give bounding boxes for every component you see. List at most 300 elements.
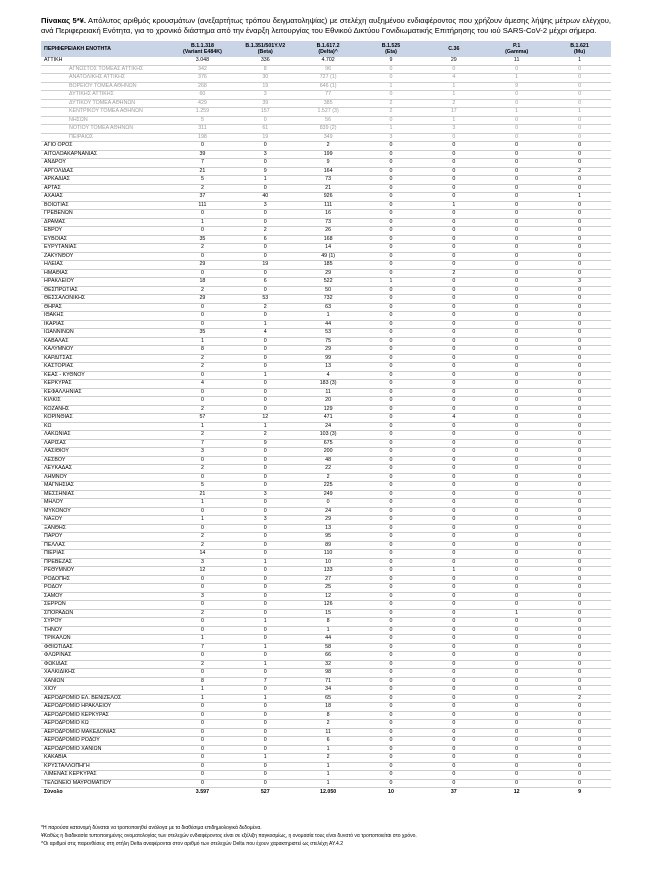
count-cell: 0 bbox=[485, 720, 548, 729]
count-cell: 0 bbox=[548, 431, 611, 440]
count-cell: 0 bbox=[422, 150, 485, 159]
count-cell: 168 bbox=[297, 235, 360, 244]
count-cell: 0 bbox=[485, 337, 548, 346]
count-cell: 89 bbox=[297, 541, 360, 550]
count-cell: 0 bbox=[548, 456, 611, 465]
count-cell: 311 bbox=[171, 125, 234, 134]
region-name-cell: ΡΟΔΟΥ bbox=[41, 584, 171, 593]
table-row bbox=[41, 609, 611, 618]
region-name-cell: ΠΙΕΡΙΑΣ bbox=[41, 550, 171, 559]
table-row bbox=[41, 363, 611, 372]
count-cell: 0 bbox=[422, 643, 485, 652]
table-row bbox=[41, 720, 611, 729]
count-cell: 0 bbox=[485, 99, 548, 108]
region-name-cell: ΘΕΣΠΡΩΤΙΑΣ bbox=[41, 286, 171, 295]
count-cell: 17 bbox=[422, 108, 485, 117]
count-cell: 0 bbox=[548, 252, 611, 261]
count-cell: 0 bbox=[234, 592, 297, 601]
count-cell: 0 bbox=[548, 728, 611, 737]
count-cell: 126 bbox=[297, 601, 360, 610]
table-row bbox=[41, 235, 611, 244]
region-name-cell: ΓΡΕΒΕΝΩΝ bbox=[41, 210, 171, 219]
region-name-cell: ΣΠΟΡΑΔΩΝ bbox=[41, 609, 171, 618]
count-cell: 0 bbox=[171, 779, 234, 788]
count-cell: 0 bbox=[360, 65, 423, 74]
count-cell: 0 bbox=[171, 737, 234, 746]
count-cell: 1 bbox=[171, 499, 234, 508]
count-cell: 926 bbox=[297, 193, 360, 202]
count-cell: 0 bbox=[360, 184, 423, 193]
count-cell: 0 bbox=[234, 584, 297, 593]
count-cell: 429 bbox=[171, 99, 234, 108]
table-row bbox=[41, 91, 611, 100]
count-cell: 1.259 bbox=[171, 108, 234, 117]
table-row bbox=[41, 193, 611, 202]
count-cell: 0 bbox=[234, 482, 297, 491]
table-row bbox=[41, 201, 611, 210]
count-cell: 0 bbox=[485, 210, 548, 219]
count-cell: 0 bbox=[234, 388, 297, 397]
table-caption-text: Απόλυτος αριθμός κρουσμάτων (ανεξαρτήτως τρόπου δειγματοληψίας) με στελέχη αυξημένου ενδιαφέροντος που χρήζουν άμεσης λήψης μέτρων ελέγχου, ανά Περιφερειακή Ενότητα, για το χρονικό διάστημα από την έναρξη λειτουργίας του Εθνικού Δικτύου Γονιδιωματικής Επιτήρησης του ιού SARS-CoV-2 μέχρι σήμερα. bbox=[41, 16, 611, 35]
count-cell: 0 bbox=[234, 286, 297, 295]
count-cell: 0 bbox=[234, 252, 297, 261]
count-cell: 0 bbox=[485, 677, 548, 686]
region-name-cell: ΜΗΛΟΥ bbox=[41, 499, 171, 508]
count-cell: 0 bbox=[548, 337, 611, 346]
count-cell: 0 bbox=[171, 652, 234, 661]
count-cell: 19 bbox=[234, 82, 297, 91]
count-cell: 0 bbox=[360, 405, 423, 414]
count-cell: 0 bbox=[548, 737, 611, 746]
count-cell: 1 bbox=[234, 754, 297, 763]
count-cell: 0 bbox=[360, 346, 423, 355]
footnote-3: ^Οι αριθμοί στις παρενθέσεις στη στήλη Delta αναφέρονται στον αριθμό των στελεχών Delta που έχουν χαρακτηριστεί ως στελέχη AY.4.2 bbox=[41, 841, 343, 847]
region-name-cell: ΔΥΤΙΚΟΥ ΤΟΜΕΑ ΑΘΗΝΩΝ bbox=[41, 99, 171, 108]
table-row bbox=[41, 482, 611, 491]
count-cell: 1 bbox=[297, 771, 360, 780]
count-cell: 198 bbox=[171, 133, 234, 142]
count-cell: 0 bbox=[234, 184, 297, 193]
count-cell: 0 bbox=[485, 167, 548, 176]
count-cell: 0 bbox=[485, 762, 548, 771]
table-row bbox=[41, 771, 611, 780]
count-cell: 0 bbox=[485, 686, 548, 695]
count-cell: 0 bbox=[234, 473, 297, 482]
region-name-cell: ΙΩΑΝΝΙΝΩΝ bbox=[41, 329, 171, 338]
region-name-cell: ΚΕΡΚΥΡΑΣ bbox=[41, 380, 171, 389]
count-cell: 8 bbox=[297, 618, 360, 627]
region-name-cell: ΚΙΛΚΙΣ bbox=[41, 397, 171, 406]
table-row bbox=[41, 125, 611, 134]
count-cell: 0 bbox=[360, 592, 423, 601]
count-cell: 1 bbox=[234, 694, 297, 703]
count-cell: 0 bbox=[485, 227, 548, 236]
count-cell: 0 bbox=[360, 737, 423, 746]
count-cell: 0 bbox=[234, 601, 297, 610]
count-cell: 0 bbox=[360, 669, 423, 678]
count-cell: 0 bbox=[485, 414, 548, 423]
count-cell: 2 bbox=[171, 541, 234, 550]
count-cell: 73 bbox=[297, 218, 360, 227]
table-row bbox=[41, 507, 611, 516]
region-name-cell: ΚΑΣΤΟΡΙΑΣ bbox=[41, 363, 171, 372]
count-cell: 0 bbox=[485, 745, 548, 754]
region-name-cell: ΚΟΖΑΝΗΣ bbox=[41, 405, 171, 414]
table-body bbox=[41, 57, 611, 797]
table-row bbox=[41, 754, 611, 763]
count-cell: 0 bbox=[234, 703, 297, 712]
count-cell: 2 bbox=[422, 269, 485, 278]
table-row bbox=[41, 74, 611, 83]
count-cell: 0 bbox=[548, 439, 611, 448]
count-cell: 111 bbox=[297, 201, 360, 210]
count-cell: 53 bbox=[234, 295, 297, 304]
region-name-cell: ΣΑΜΟΥ bbox=[41, 592, 171, 601]
count-cell: 19 bbox=[234, 133, 297, 142]
count-cell: 6 bbox=[297, 737, 360, 746]
count-cell: 3 bbox=[422, 125, 485, 134]
region-name-cell: ΡΕΘΥΜΝΟΥ bbox=[41, 567, 171, 576]
count-cell: 0 bbox=[171, 771, 234, 780]
count-cell: 2 bbox=[171, 405, 234, 414]
count-cell: 0 bbox=[234, 159, 297, 168]
count-cell: 0 bbox=[234, 745, 297, 754]
count-cell: 0 bbox=[360, 167, 423, 176]
region-name-cell: ΜΑΓΝΗΣΙΑΣ bbox=[41, 482, 171, 491]
count-cell: 12 bbox=[485, 788, 548, 797]
count-cell: 0 bbox=[485, 541, 548, 550]
count-cell: 0 bbox=[548, 558, 611, 567]
count-cell: 14 bbox=[171, 550, 234, 559]
count-cell: 0 bbox=[548, 133, 611, 142]
count-cell: 0 bbox=[485, 159, 548, 168]
count-cell: 0 bbox=[548, 286, 611, 295]
count-cell: 1 bbox=[422, 201, 485, 210]
table-row bbox=[41, 533, 611, 542]
count-cell: 0 bbox=[548, 65, 611, 74]
count-cell: 0 bbox=[234, 465, 297, 474]
count-cell: 29 bbox=[422, 57, 485, 65]
count-cell: 0 bbox=[548, 82, 611, 91]
count-cell: 1 bbox=[234, 643, 297, 652]
count-cell: 2 bbox=[234, 303, 297, 312]
count-cell: 3 bbox=[234, 150, 297, 159]
count-cell: 34 bbox=[297, 686, 360, 695]
count-cell: 12.050 bbox=[297, 788, 360, 797]
table-row bbox=[41, 592, 611, 601]
count-cell: 2 bbox=[297, 754, 360, 763]
count-cell: 0 bbox=[422, 465, 485, 474]
count-cell: 0 bbox=[422, 754, 485, 763]
count-cell: 0 bbox=[485, 142, 548, 151]
region-name-cell: ΦΩΚΙΔΑΣ bbox=[41, 660, 171, 669]
count-cell: 1 bbox=[234, 320, 297, 329]
count-cell: 1 bbox=[234, 371, 297, 380]
count-cell: 1 bbox=[234, 618, 297, 627]
count-cell: 1 bbox=[422, 82, 485, 91]
count-cell: 0 bbox=[234, 771, 297, 780]
count-cell: 0 bbox=[485, 346, 548, 355]
count-cell: 1 bbox=[171, 686, 234, 695]
count-cell: 133 bbox=[297, 567, 360, 576]
count-cell: 0 bbox=[548, 516, 611, 525]
table-row bbox=[41, 82, 611, 91]
count-cell: 0 bbox=[548, 346, 611, 355]
count-cell: 1.527 (3) bbox=[297, 108, 360, 117]
count-cell: 471 bbox=[297, 414, 360, 423]
count-cell: 0 bbox=[485, 550, 548, 559]
count-cell: 0 bbox=[548, 626, 611, 635]
count-cell: 65 bbox=[297, 694, 360, 703]
region-name-cell: ΚΑΛΥΜΝΟΥ bbox=[41, 346, 171, 355]
region-name-cell: ΧΑΝΙΩΝ bbox=[41, 677, 171, 686]
count-cell: 0 bbox=[234, 363, 297, 372]
count-cell: 0 bbox=[485, 201, 548, 210]
table-row bbox=[41, 686, 611, 695]
count-cell: 0 bbox=[234, 686, 297, 695]
count-cell: 1 bbox=[422, 91, 485, 100]
count-cell: 0 bbox=[548, 159, 611, 168]
count-cell: 0 bbox=[171, 388, 234, 397]
region-name-cell: ΚΩ bbox=[41, 422, 171, 431]
count-cell: 0 bbox=[360, 660, 423, 669]
count-cell: 3.048 bbox=[171, 57, 234, 65]
count-cell: 0 bbox=[422, 329, 485, 338]
count-cell: 0 bbox=[234, 269, 297, 278]
count-cell: 0 bbox=[485, 567, 548, 576]
count-cell: 225 bbox=[297, 482, 360, 491]
count-cell: 0 bbox=[422, 516, 485, 525]
count-cell: 2 bbox=[171, 431, 234, 440]
table-row bbox=[41, 448, 611, 457]
count-cell: 0 bbox=[422, 235, 485, 244]
count-cell: 522 bbox=[297, 278, 360, 287]
count-cell: 3.597 bbox=[171, 788, 234, 797]
count-cell: 0 bbox=[422, 320, 485, 329]
table-row bbox=[41, 422, 611, 431]
count-cell: 2 bbox=[171, 354, 234, 363]
count-cell: 342 bbox=[171, 65, 234, 74]
count-cell: 0 bbox=[485, 737, 548, 746]
count-cell: 0 bbox=[360, 201, 423, 210]
count-cell: 0 bbox=[234, 397, 297, 406]
count-cell: 0 bbox=[485, 431, 548, 440]
count-cell: 0 bbox=[485, 439, 548, 448]
table-row bbox=[41, 626, 611, 635]
count-cell: 1 bbox=[548, 57, 611, 65]
count-cell: 2 bbox=[171, 465, 234, 474]
count-cell: 7 bbox=[171, 159, 234, 168]
count-cell: 0 bbox=[548, 643, 611, 652]
count-cell: 0 bbox=[422, 711, 485, 720]
count-cell: 0 bbox=[234, 499, 297, 508]
count-cell: 0 bbox=[360, 762, 423, 771]
table-row bbox=[41, 524, 611, 533]
count-cell: 0 bbox=[485, 694, 548, 703]
count-cell: 0 bbox=[422, 422, 485, 431]
count-cell: 0 bbox=[422, 703, 485, 712]
count-cell: 5 bbox=[171, 116, 234, 125]
count-cell: 0 bbox=[360, 150, 423, 159]
count-cell: 3 bbox=[234, 91, 297, 100]
count-cell: 40 bbox=[234, 193, 297, 202]
count-cell: 0 bbox=[485, 575, 548, 584]
region-name-cell: ΡΟΔΟΠΗΣ bbox=[41, 575, 171, 584]
count-cell: 0 bbox=[360, 465, 423, 474]
count-cell: 0 bbox=[171, 584, 234, 593]
header-variant-eta: B.1.525 (Eta) bbox=[360, 41, 423, 57]
count-cell: 0 bbox=[360, 91, 423, 100]
count-cell: 1 bbox=[360, 82, 423, 91]
count-cell: 0 bbox=[234, 405, 297, 414]
count-cell: 6 bbox=[234, 278, 297, 287]
count-cell: 0 bbox=[422, 575, 485, 584]
count-cell: 0 bbox=[485, 193, 548, 202]
count-cell: 5 bbox=[171, 482, 234, 491]
count-cell: 0 bbox=[485, 465, 548, 474]
table-row bbox=[41, 465, 611, 474]
count-cell: 0 bbox=[360, 490, 423, 499]
count-cell: 0 bbox=[171, 312, 234, 321]
count-cell: 0 bbox=[548, 116, 611, 125]
table-row bbox=[41, 65, 611, 74]
count-cell: 0 bbox=[548, 320, 611, 329]
count-cell: 0 bbox=[485, 65, 548, 74]
count-cell: 0 bbox=[360, 516, 423, 525]
count-cell: 0 bbox=[422, 771, 485, 780]
count-cell: 0 bbox=[548, 567, 611, 576]
table-row bbox=[41, 184, 611, 193]
count-cell: 0 bbox=[234, 541, 297, 550]
table-row bbox=[41, 346, 611, 355]
count-cell: 0 bbox=[171, 303, 234, 312]
count-cell: 0 bbox=[360, 567, 423, 576]
region-name-cell: ΛΑΚΩΝΙΑΣ bbox=[41, 431, 171, 440]
count-cell: 0 bbox=[422, 431, 485, 440]
count-cell: 10 bbox=[297, 558, 360, 567]
count-cell: 60 bbox=[171, 91, 234, 100]
table-row bbox=[41, 320, 611, 329]
count-cell: 0 bbox=[360, 482, 423, 491]
count-cell: 99 bbox=[297, 354, 360, 363]
count-cell: 0 bbox=[360, 252, 423, 261]
count-cell: 0 bbox=[360, 524, 423, 533]
count-cell: 0 bbox=[422, 601, 485, 610]
region-name-cell: ΑΡΓΟΛΙΔΑΣ bbox=[41, 167, 171, 176]
count-cell: 0 bbox=[485, 558, 548, 567]
count-cell: 0 bbox=[234, 448, 297, 457]
count-cell: 0 bbox=[171, 720, 234, 729]
count-cell: 0 bbox=[548, 91, 611, 100]
count-cell: 61 bbox=[234, 125, 297, 134]
count-cell: 0 bbox=[485, 754, 548, 763]
region-name-cell: ΞΑΝΘΗΣ bbox=[41, 524, 171, 533]
count-cell: 0 bbox=[171, 669, 234, 678]
region-name-cell: ΚΕΦΑΛΛΗΝΙΑΣ bbox=[41, 388, 171, 397]
count-cell: 21 bbox=[297, 184, 360, 193]
count-cell: 0 bbox=[422, 286, 485, 295]
region-name-cell: ΗΜΑΘΙΑΣ bbox=[41, 269, 171, 278]
count-cell: 0 bbox=[360, 320, 423, 329]
count-cell: 0 bbox=[485, 482, 548, 491]
count-cell: 29 bbox=[297, 516, 360, 525]
table-row bbox=[41, 142, 611, 151]
count-cell: 0 bbox=[360, 720, 423, 729]
count-cell: 0 bbox=[485, 584, 548, 593]
count-cell: 13 bbox=[297, 524, 360, 533]
count-cell: 0 bbox=[485, 490, 548, 499]
region-name-cell: ΚΕΑΣ - ΚΥΘΝΟΥ bbox=[41, 371, 171, 380]
count-cell: 0 bbox=[360, 686, 423, 695]
count-cell: 0 bbox=[360, 193, 423, 202]
count-cell: 0 bbox=[234, 669, 297, 678]
count-cell: 35 bbox=[171, 235, 234, 244]
count-cell: 0 bbox=[548, 244, 611, 253]
count-cell: 0 bbox=[485, 295, 548, 304]
count-cell: 4 bbox=[422, 74, 485, 83]
count-cell: 0 bbox=[422, 354, 485, 363]
count-cell: 1 bbox=[171, 694, 234, 703]
region-name-cell: ΛΕΥΚΑΔΑΣ bbox=[41, 465, 171, 474]
count-cell: 63 bbox=[297, 303, 360, 312]
region-name-cell: ΚΕΝΤΡΙΚΟΥ ΤΟΜΕΑ ΑΘΗΝΩΝ bbox=[41, 108, 171, 117]
table-row bbox=[41, 57, 611, 65]
table-row bbox=[41, 694, 611, 703]
count-cell: 2 bbox=[171, 363, 234, 372]
count-cell: 0 bbox=[360, 711, 423, 720]
table-row bbox=[41, 414, 611, 423]
count-cell: 30 bbox=[234, 74, 297, 83]
region-name-cell: ΔΥΤΙΚΗΣ ΑΤΤΙΚΗΣ bbox=[41, 91, 171, 100]
count-cell: 11 bbox=[297, 728, 360, 737]
count-cell: 3 bbox=[171, 448, 234, 457]
count-cell: 1 bbox=[360, 125, 423, 134]
count-cell: 27 bbox=[297, 575, 360, 584]
count-cell: 2 bbox=[171, 244, 234, 253]
count-cell: 14 bbox=[297, 244, 360, 253]
count-cell: 44 bbox=[297, 635, 360, 644]
count-cell: 0 bbox=[360, 694, 423, 703]
table-row bbox=[41, 329, 611, 338]
count-cell: 0 bbox=[360, 261, 423, 270]
count-cell: 2 bbox=[422, 99, 485, 108]
count-cell: 0 bbox=[548, 473, 611, 482]
count-cell: 0 bbox=[360, 116, 423, 125]
region-name-cell: ΑΓΙΟ ΟΡΟΣ bbox=[41, 142, 171, 151]
count-cell: 0 bbox=[422, 388, 485, 397]
count-cell: 0 bbox=[548, 754, 611, 763]
count-cell: 0 bbox=[234, 380, 297, 389]
table-row bbox=[41, 490, 611, 499]
count-cell: 29 bbox=[297, 269, 360, 278]
region-name-cell: ΚΟΡΙΝΘΙΑΣ bbox=[41, 414, 171, 423]
count-cell: 0 bbox=[234, 711, 297, 720]
count-cell: 0 bbox=[360, 677, 423, 686]
count-cell: 57 bbox=[171, 414, 234, 423]
count-cell: 2 bbox=[234, 227, 297, 236]
count-cell: 11 bbox=[485, 57, 548, 65]
region-name-cell: ΘΕΣΣΑΛΟΝΙΚΗΣ bbox=[41, 295, 171, 304]
count-cell: 0 bbox=[422, 456, 485, 465]
count-cell: 0 bbox=[360, 728, 423, 737]
table-row bbox=[41, 635, 611, 644]
count-cell: 0 bbox=[548, 507, 611, 516]
count-cell: 0 bbox=[485, 779, 548, 788]
count-cell: 0 bbox=[171, 456, 234, 465]
count-cell: 0 bbox=[422, 737, 485, 746]
count-cell: 0 bbox=[360, 533, 423, 542]
count-cell: 0 bbox=[548, 618, 611, 627]
